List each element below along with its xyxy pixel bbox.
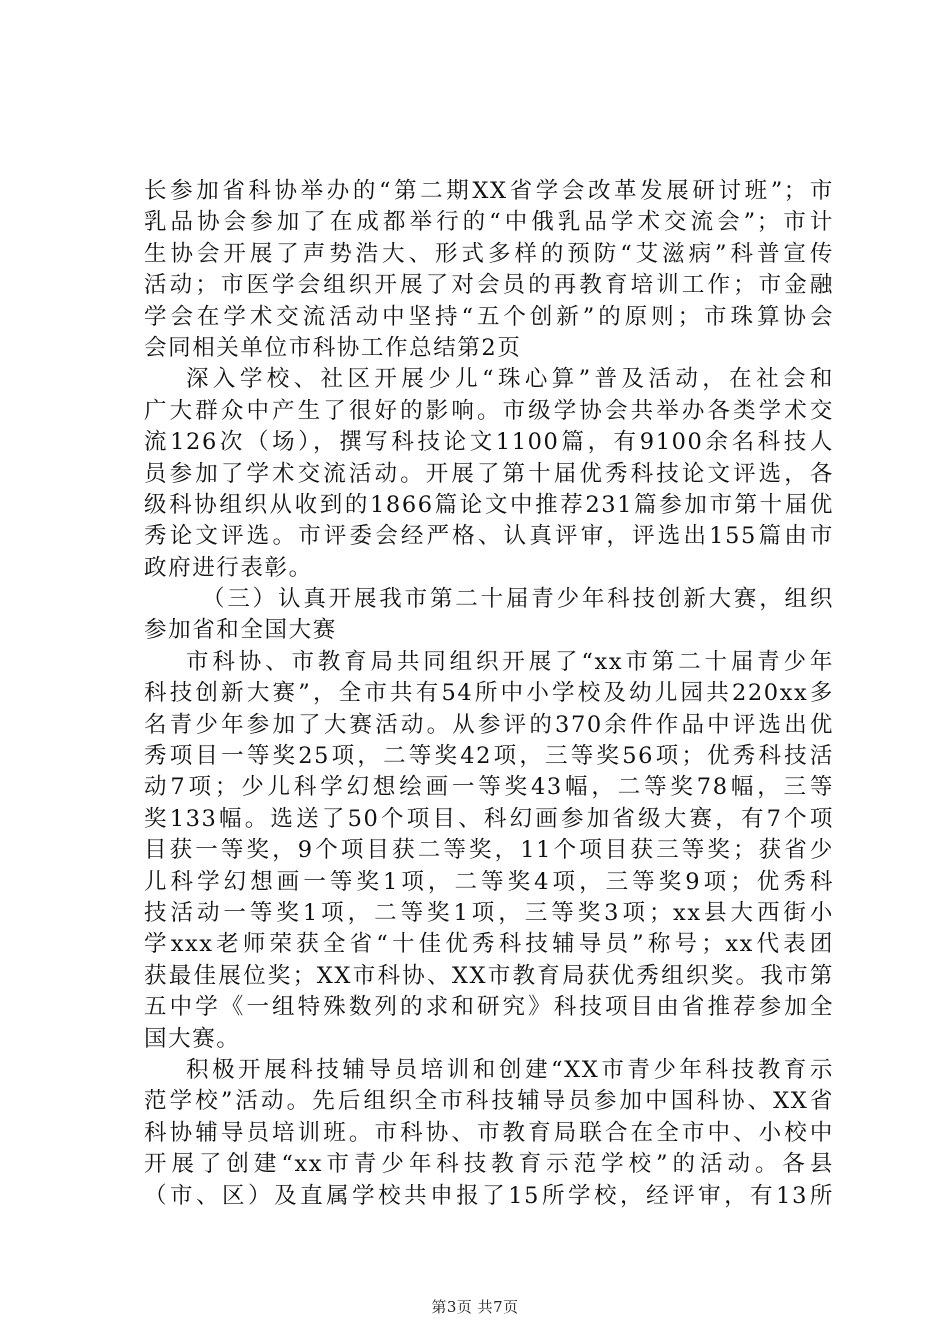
text-line: 获最佳展位奖；XX市科协、XX市教育局获优秀组织奖。我市第	[144, 962, 834, 989]
text-line: 活动；市医学会组织开展了对会员的再教育培训工作；市金融	[144, 272, 834, 299]
section-heading-line: 参加省和全国大赛	[144, 617, 337, 644]
text-line: 范学校”活动。先后组织全市科技辅导员参加中国科协、XX省	[144, 1088, 834, 1115]
text-line: 科技创新大赛”，全市共有54所中小学校及幼儿园共220xx多	[144, 680, 834, 707]
text-line: 级科协组织从收到的1866篇论文中推荐231篇参加市第十届优	[144, 491, 834, 518]
paragraph-first-line: 市科协、市教育局共同组织开展了“xx市第二十届青少年	[186, 648, 834, 675]
text-line: 科协辅导员培训班。市科协、市教育局联合在全市中、小校中	[144, 1119, 834, 1146]
page-number-footer: 第3页 共7页	[431, 1298, 519, 1316]
text-line: （市、区）及直属学校共申报了15所学校，经评审，有13所	[144, 1182, 834, 1209]
document-body	[144, 176, 834, 1212]
text-line: 奖133幅。选送了50个项目、科幻画参加省级大赛，有7个项	[144, 805, 834, 832]
text-line: 学xxx老师荣获全省“十佳优秀科技辅导员”称号；xx代表团	[144, 931, 834, 958]
text-line: 学会在学术交流活动中坚持“五个创新”的原则；市珠算协会	[144, 303, 834, 330]
text-line: 儿科学幻想画一等奖1项，二等奖4项，三等奖9项；优秀科	[144, 868, 834, 895]
text-line: 政府进行表彰。	[144, 554, 313, 581]
text-line: 流126次（场），撰写科技论文1100篇，有9100余名科技人	[144, 429, 834, 456]
text-line: 生协会开展了声势浩大、形式多样的预防“艾滋病”科普宣传	[144, 240, 834, 267]
text-line: 长参加省科协举办的“第二期XX省学会改革发展研讨班”；市	[144, 178, 834, 204]
text-line: 动7项；少儿科学幻想绘画一等奖43幅，二等奖78幅，三等	[144, 774, 834, 801]
section-heading-line: （三）认真开展我市第二十届青少年科技创新大赛，组织	[202, 586, 834, 613]
paragraph-first-line: 积极开展科技辅导员培训和创建“XX市青少年科技教育示	[186, 1056, 834, 1083]
text-line: 技活动一等奖1项，二等奖1项，三等奖3项；xx县大西街小	[144, 899, 834, 926]
text-line: 广大群众中产生了很好的影响。市级学协会共举办各类学术交	[144, 397, 834, 424]
paragraph-first-line: 深入学校、社区开展少儿“珠心算”普及活动，在社会和	[186, 366, 834, 393]
text-line: 国大赛。	[144, 1025, 241, 1052]
text-line: 名青少年参加了大赛活动。从参评的370余件作品中评选出优	[144, 711, 834, 738]
text-line: 秀论文评选。市评委会经严格、认真评审，评选出155篇由市	[144, 523, 834, 550]
text-line: 五中学《一组特殊数列的求和研究》科技项目由省推荐参加全	[144, 994, 834, 1021]
text-line: 目获一等奖，9个项目获二等奖，11个项目获三等奖；获省少	[144, 837, 834, 864]
text-line: 乳品协会参加了在成都举行的“中俄乳品学术交流会”；市计	[144, 209, 834, 236]
text-line: 会同相关单位市科协工作总结第2页	[144, 334, 522, 361]
text-line: 开展了创建“xx市青少年科技教育示范学校”的活动。各县	[144, 1151, 834, 1178]
text-line: 员参加了学术交流活动。开展了第十届优秀科技论文评选，各	[144, 460, 834, 487]
text-line: 秀项目一等奖25项，二等奖42项，三等奖56项；优秀科技活	[144, 743, 834, 770]
